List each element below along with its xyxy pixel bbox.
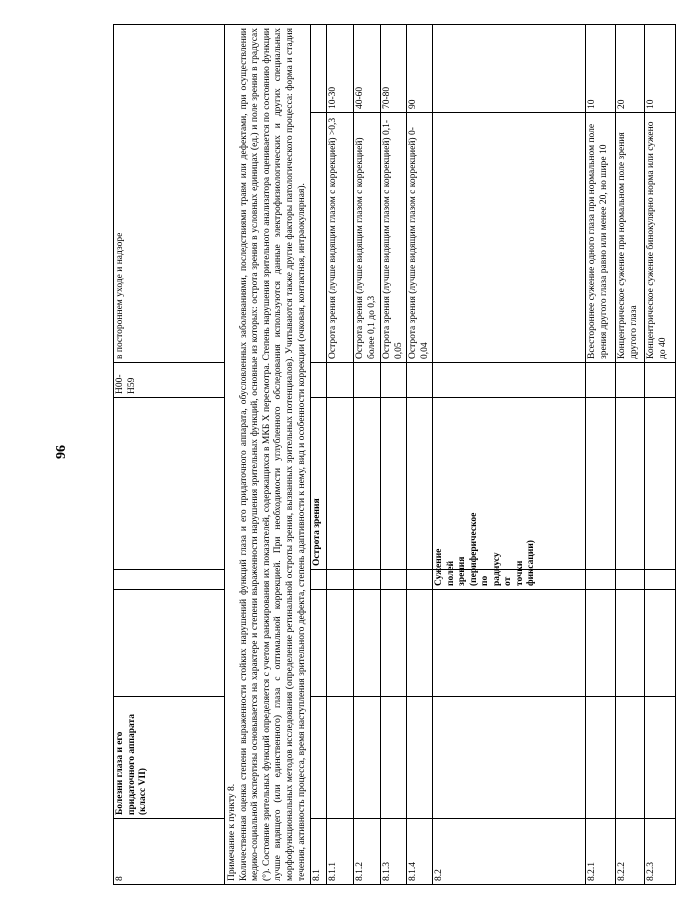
row-num: 8.1.2 [354,819,381,885]
row-num: 8.2.2 [616,819,645,885]
class-codes: H00-H59 [114,363,225,398]
class-name: Болезни глаза и его придаточного аппарата (класс VII) [114,697,225,819]
table-row [586,24,616,884]
row-desc: Острота зрения (лучше видящим глазом с коррекцией) более 0,1 до 0,3 [354,113,381,363]
table-row [616,24,645,884]
row-num: 8.2.1 [586,819,616,885]
row-value: 10 [645,24,676,112]
row-value: 70-80 [381,24,407,112]
row-desc: Острота зрения (лучше видящим глазом с коррекцией) 0,1-0,05 [381,113,407,363]
row-num: 8.1.4 [407,819,433,885]
row-value: 10-30 [327,24,354,112]
table-row [327,24,354,884]
class-row [114,24,225,884]
row-num: 8.1.1 [327,819,354,885]
note-text: Количественная оценка степени выраженности стойких нарушений функций глаза и его придаточного аппарата, обусловленных заболеваниями, последствиями травм или дефектами, при осуществлении медико-социальной экспертизы основывается на характере и степени выраженности нарушения зрительных функций, основные из которых: острота зрения в условных единицах (ед.) и поле зрения в градусах (°). Состояние зрительных функций определяется с учетом ранжирования их показателей, содержащихся в МКБ X пересмотра. Степень нарушения зрительного анализатора оценивается по состоянию функции лучше видящего (или единственного) глаза с оптимальной коррекцией. При необходимости углубленного обследования используются данные электрофизиологических и других специальных морфофункциональных методов исследования (определение ретинальной остроты зрения, вызванных зрительных потенциалов). Учитываются также другие факторы патологического процесса: форма и стадия течения, активность процесса, время наступления зрительного дефекта, степень адаптивности к нему, вид и особенности коррекции (очковая, контактная, интраокулярная). [238,27,307,881]
row-value: 90 [407,24,433,112]
row-num: 8.1.3 [381,819,407,885]
table-row [311,24,327,884]
note-row [225,24,311,884]
table-row [381,24,407,884]
class-continuation: в постороннем уходе и надзоре [114,24,225,362]
row-num: 8.1 [311,819,327,885]
impairment-table [113,24,676,885]
rotated-table-sheet [113,25,668,885]
table-row [645,24,676,884]
table-row [354,24,381,884]
row-num: 8.2.3 [645,819,676,885]
row-num: 8.2 [433,819,586,885]
row-desc: Острота зрения (лучше видящим глазом с коррекцией) >0,3 [327,113,354,363]
row-name: Острота зрения [311,398,327,570]
row-value: 40-60 [354,24,381,112]
row-value: 10 [586,24,616,112]
row-desc: Концентрическое сужение при нормальном поле зрения другого глаза [616,113,645,363]
note-title: Примечание к пункту 8. [227,783,237,881]
table-row [433,24,586,884]
row-value: 20 [616,24,645,112]
row-desc: Острота зрения (лучше видящим глазом с коррекцией) 0-0,04 [407,113,433,363]
table-row [407,24,433,884]
note-cell [225,24,311,884]
row-name: Сужение полей зрения (периферическое по радиусу от точки фиксации) [433,570,586,590]
class-num: 8 [114,819,225,885]
row-desc: Всестороннее сужение одного глаза при нормальном поле зрения другого глаза равно или менее 20, но шире 10 [586,113,616,363]
row-desc: Концентрическое сужение бинокулярно норма или сужено до 40 [645,113,676,363]
page-number: 96 [54,445,69,459]
